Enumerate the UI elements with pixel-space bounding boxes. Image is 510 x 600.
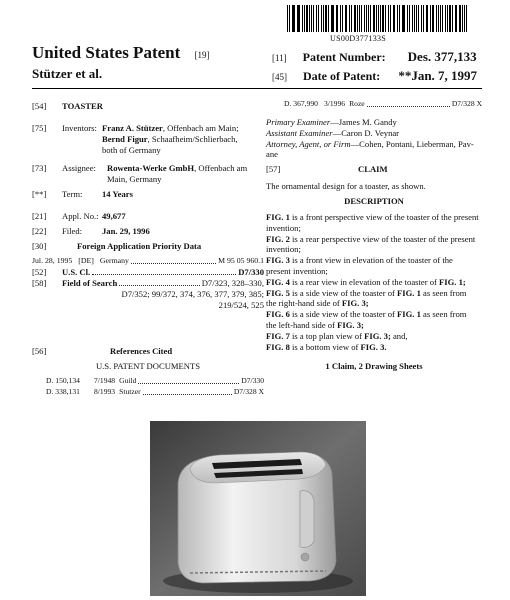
assignee-place2: Main, Germany (107, 173, 162, 184)
barcode-bar (436, 5, 437, 32)
patent-office-title (32, 43, 210, 63)
barcode-number: US00D377133S (330, 34, 387, 43)
barcode-bar (331, 5, 332, 32)
barcode-bar (466, 5, 467, 32)
barcode-bar (304, 5, 305, 32)
patent-number-line (272, 48, 477, 66)
ref-date: 8/1993 (94, 386, 116, 396)
barcode-bar (351, 5, 352, 32)
barcode-bar (440, 5, 441, 32)
fig-text: invention; (266, 244, 301, 255)
barcode-bar (368, 5, 369, 32)
appl-tag: [21] (32, 211, 47, 221)
fig-ref: FIG. 1; (439, 276, 466, 287)
primary-examiner-name: —James M. Gandy (330, 117, 397, 127)
barcode-bar (414, 5, 415, 32)
barcode-bar (399, 5, 400, 32)
date-label: Date of Patent: (303, 69, 381, 83)
foreign-number: M 95 05 960.1 (218, 256, 264, 265)
ref-number: D. 367,990 (284, 99, 318, 108)
ref-class: D7/328 X (233, 386, 264, 396)
barcode-bar (373, 5, 374, 32)
fig-text: present invention; (266, 265, 328, 276)
fig-text: is a bottom view of (289, 341, 361, 352)
foreign-tag: [30] (32, 241, 47, 251)
figure-descriptions (266, 212, 482, 352)
field-label: Field of Search (62, 278, 118, 288)
foreign-date: Jul. 28, 1995 (32, 256, 73, 265)
barcode-bar (361, 5, 362, 32)
fig-ref: FIG. 1 (397, 309, 421, 320)
refs-tag: [56] (32, 346, 47, 356)
barcode-bar (403, 5, 405, 32)
filed-tag: [22] (32, 226, 47, 236)
barcode-bar (364, 5, 365, 32)
barcode-bar (349, 5, 350, 32)
inventor2-country: both of Germany (102, 144, 161, 155)
field-tag: [58] (32, 278, 47, 288)
barcode-bar (438, 5, 439, 32)
barcode (287, 5, 469, 32)
fig-ref: FIG. 2 (266, 233, 290, 244)
fig-ref: FIG. 5 (266, 287, 290, 298)
fig-text: is a front view in elevation of the toaster of the (289, 255, 453, 266)
assistant-examiner-label: Assistant Examiner (266, 127, 333, 138)
ref-name: Roze (349, 99, 365, 108)
fig-text: is a top plan view of (289, 330, 365, 341)
barcode-bar (293, 5, 294, 32)
appl-value: 49,677 (102, 211, 126, 221)
assistant-examiner-name: —Caron D. Veynar (332, 127, 400, 138)
barcode-bar (459, 5, 461, 32)
date-tag: [45] (272, 72, 287, 82)
barcode-bar (378, 5, 379, 32)
fig-ref: FIG. 8 (266, 341, 290, 352)
foreign-priority-row (32, 256, 264, 267)
claim-text: The ornamental design for a toaster, as shown. (266, 181, 426, 191)
barcode-bar (426, 5, 427, 32)
barcode-bar (402, 5, 403, 32)
filed-label: Filed: (62, 226, 83, 236)
barcode-bar (370, 5, 371, 32)
fig-ref: FIG. 3; (341, 298, 369, 309)
refs-subheading: U.S. PATENT DOCUMENTS (95, 361, 201, 371)
barcode-bar (409, 5, 410, 32)
title-tag: [19] (194, 50, 210, 60)
leader-dots (143, 394, 232, 395)
appl-label: Appl. No.: (62, 211, 99, 221)
assignee-value (107, 163, 267, 185)
fig-ref: FIG. 3 (266, 255, 290, 266)
attorney-line1: —Cohen, Pontani, Lieberman, Pav- (350, 138, 474, 149)
claim-heading-row (266, 164, 482, 176)
barcode-bar (452, 5, 453, 32)
barcode-bar (462, 5, 463, 32)
barcode-bar (427, 5, 428, 32)
ref-name: Stutzer (119, 386, 141, 396)
inventor-authors: Stützer et al. (32, 66, 103, 81)
barcode-bar (416, 5, 417, 32)
barcode-bar (376, 5, 377, 32)
fig-text: and, (390, 330, 408, 341)
leader-dots (131, 263, 216, 264)
field-line1: D7/323, 328–330, (201, 278, 264, 288)
fig-ref: FIG. 3. (360, 341, 387, 352)
barcode-bar (418, 5, 419, 32)
appl-no-field (32, 211, 264, 223)
patent-number-tag: [11] (272, 53, 287, 63)
barcode-bar (287, 5, 288, 32)
term-field (32, 189, 264, 201)
assignee-field (32, 163, 264, 187)
barcode-bar (328, 5, 329, 32)
examiners-block (266, 117, 482, 160)
title-field-value: TOASTER (62, 101, 103, 111)
barcode-bar (342, 5, 343, 32)
foreign-code: [DE] (78, 256, 94, 265)
fig-ref: FIG. 1 (266, 212, 290, 222)
barcode-bar (306, 5, 307, 32)
patent-number-label: Patent Number: (302, 50, 386, 64)
inventor2-name: Bernd Figur (102, 133, 148, 144)
title-field-tag: [54] (32, 101, 47, 111)
barcode-bar (357, 5, 358, 32)
barcode-bar (313, 5, 314, 32)
inventor1-name: Franz A. Stützer (102, 123, 163, 133)
foreign-country: Germany (99, 256, 129, 265)
inventor2-place: , Schaafheim/Schlierbach, (147, 133, 238, 144)
barcode-bar (412, 5, 413, 32)
barcode-bar (340, 5, 341, 32)
ref-class: D7/330 (241, 376, 264, 385)
fig-text: is a front perspective view of the toaster of the present (289, 212, 479, 222)
term-tag: [**] (32, 189, 47, 199)
barcode-bar (332, 5, 333, 32)
assignee-place1: , Offenbach am (194, 163, 248, 173)
barcode-bar (297, 5, 298, 32)
fig-ref: FIG. 6 (266, 309, 290, 320)
barcode-bar (456, 5, 457, 32)
leader-dots (138, 383, 239, 384)
barcode-bar (298, 5, 300, 32)
field-line2: D7/352; 99/372, 374, 376, 377, 379, 385; (121, 288, 264, 299)
barcode-bar (385, 5, 386, 32)
leader-dots (119, 285, 199, 286)
leader-dots (367, 106, 450, 107)
barcode-bar (407, 5, 408, 32)
leader-dots (92, 274, 236, 275)
attorney-label: Attorney, Agent, or Firm (266, 138, 351, 149)
uscl-value: D7/330 (238, 267, 264, 277)
barcode-bar (289, 5, 290, 32)
fig-ref: FIG. 1 (397, 287, 421, 298)
barcode-bar (323, 5, 324, 32)
us-cl-field (32, 267, 264, 278)
fig-text: as seen from (420, 287, 467, 298)
inventors-label: Inventors: (62, 123, 97, 133)
inventors-list (102, 123, 267, 155)
barcode-bar (464, 5, 465, 32)
fig-text: is a side view of the toaster of (289, 287, 398, 298)
foreign-priority-heading (32, 241, 264, 253)
inventors-tag: [75] (32, 123, 47, 133)
fig-ref: FIG. 4 (266, 276, 290, 287)
barcode-bar (432, 5, 434, 32)
barcode-bar (449, 5, 450, 32)
fig-text: is a rear perspective view of the toaster of the present (289, 233, 476, 244)
references-heading (32, 346, 264, 358)
barcode-bar (309, 5, 310, 32)
barcode-bar (346, 5, 347, 32)
reference-row (32, 387, 264, 398)
date-of-patent: **Jan. 7, 1997 (398, 68, 478, 83)
barcode-bar (359, 5, 360, 32)
ref-name: Guild (119, 376, 137, 385)
header-divider (32, 88, 482, 89)
barcode-bar (382, 5, 384, 32)
fig-ref: FIG. 3; (364, 330, 391, 341)
assignee-tag: [73] (32, 163, 47, 173)
fig-text: is a side view of the toaster of (289, 309, 398, 320)
barcode-bar (336, 5, 337, 32)
attorney-line2: ane (266, 149, 278, 160)
barcode-bar (302, 5, 303, 32)
primary-examiner-label: Primary Examiner (266, 117, 331, 127)
ref-class: D7/328 X (451, 99, 482, 108)
assignee-name: Rowenta-Werke GmbH (107, 163, 195, 173)
toaster-illustration (150, 421, 366, 596)
fig-text: invention; (266, 222, 301, 233)
barcode-bar (292, 5, 293, 32)
assignee-label: Assignee: (62, 163, 96, 173)
barcode-bar (442, 5, 443, 32)
fig-ref: FIG. 7 (266, 330, 290, 341)
barcode-bar (423, 5, 424, 32)
patent-number: Des. 377,133 (407, 49, 477, 64)
claims-summary: 1 Claim, 2 Drawing Sheets (325, 361, 423, 371)
barcode-bar (318, 5, 319, 32)
references-list (32, 376, 264, 398)
field-of-search (32, 278, 264, 312)
barcode-bar (430, 5, 431, 32)
ref-number: D. 150,134 (46, 376, 80, 385)
barcode-bar (388, 5, 389, 32)
uscl-tag: [52] (32, 267, 47, 277)
term-label: Term: (62, 189, 83, 199)
barcode-bar (321, 5, 322, 32)
foreign-heading: Foreign Application Priority Data (77, 241, 202, 251)
fig-text: is a rear view in elevation of the toaster of (289, 276, 440, 287)
barcode-bar (316, 5, 317, 32)
barcode-bar (337, 5, 338, 32)
date-of-patent-line (272, 67, 477, 85)
ref-number: D. 338,131 (46, 386, 80, 396)
uscl-label: U.S. Cl. (62, 267, 91, 277)
barcode-bar (445, 5, 446, 32)
reference-row (32, 376, 264, 387)
barcode-bar (455, 5, 456, 32)
barcode-bar (421, 5, 422, 32)
fig-text: as seen from (420, 309, 467, 320)
filed-value: Jan. 29, 1996 (102, 226, 150, 236)
claim-heading: CLAIM (358, 164, 388, 174)
toaster-photo (150, 421, 366, 596)
fig-text: the right-hand side of (266, 298, 342, 309)
refs-heading: References Cited (110, 346, 173, 356)
claim-tag: [57] (266, 164, 281, 174)
barcode-bar (366, 5, 367, 32)
barcode-bar (325, 5, 327, 32)
barcode-bar (311, 5, 312, 32)
fig-text: the left-hand side of (266, 319, 338, 330)
reference-row-3 (270, 99, 482, 110)
description-heading: DESCRIPTION (344, 196, 404, 206)
inventor1-place: , Offenbach am Main; (162, 123, 239, 133)
barcode-bar (447, 5, 448, 32)
barcode-bar (397, 5, 398, 32)
field-line3: 219/524, 525 (218, 299, 264, 310)
ref-date: 3/1996 (323, 99, 346, 108)
barcode-bar (390, 5, 391, 32)
barcode-bar (345, 5, 346, 32)
term-value: 14 Years (102, 189, 133, 199)
patent-office-title-text: United States Patent (32, 43, 181, 62)
barcode-bar (380, 5, 381, 32)
barcode-bar (393, 5, 394, 32)
barcode-bar (394, 5, 395, 32)
barcode-bar (354, 5, 356, 32)
ref-date: 7/1948 (94, 376, 116, 385)
inventors-field (32, 123, 264, 159)
fig-ref: FIG. 3; (337, 319, 364, 330)
filed-field (32, 226, 264, 238)
